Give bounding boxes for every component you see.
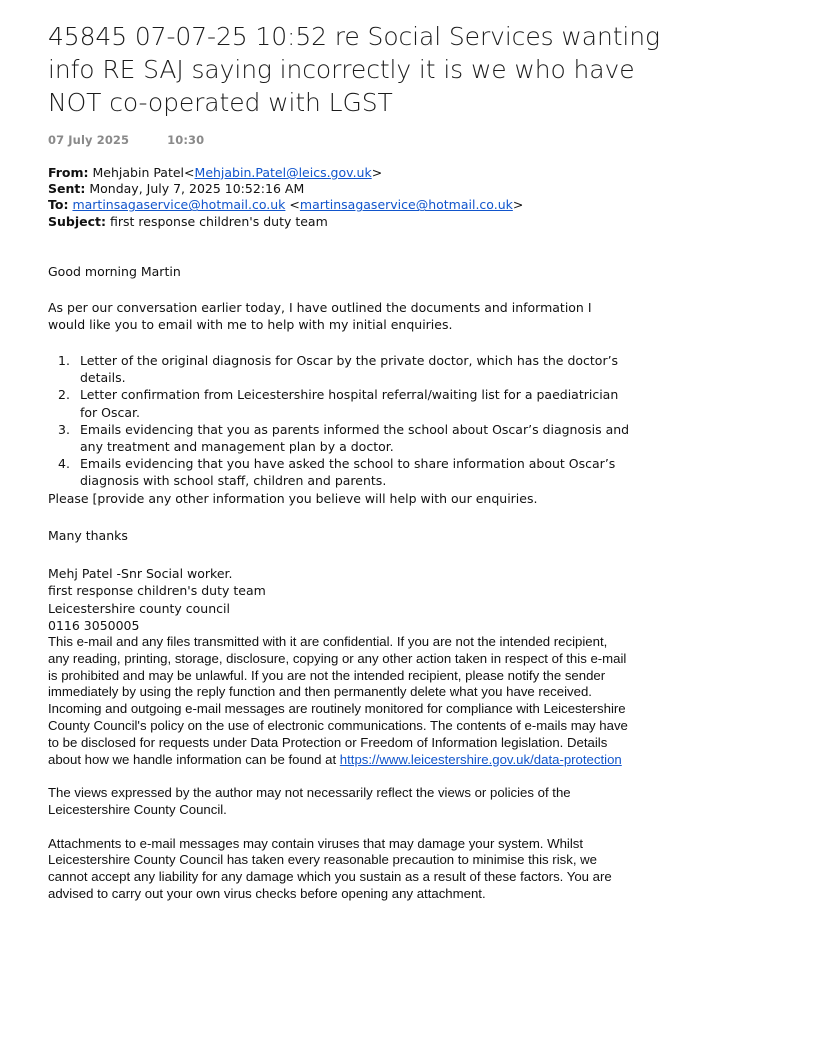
list-item-number: 3. (58, 421, 70, 437)
subject-label: Subject: (48, 213, 106, 229)
bracket-open-to: < (289, 197, 300, 213)
bracket-close: > (371, 165, 383, 180)
bracket-close-to: > (512, 197, 524, 213)
list-item (48, 421, 638, 455)
body-thanks: Many thanks (48, 527, 128, 543)
to-email-link[interactable]: martinsagaservice@hotmail.co.uk (72, 197, 286, 213)
sent-label: Sent: (48, 181, 86, 197)
list-item (48, 352, 638, 386)
email-signature (48, 565, 768, 634)
body-please-line: Please [provide any other information you believe will help with our enquiries. (48, 490, 538, 506)
document-page (48, 0, 768, 903)
body-greeting: Good morning Martin (48, 263, 181, 279)
email-to-row (48, 197, 768, 213)
disclaimer-paragraph-confidentiality (48, 634, 628, 768)
data-protection-link[interactable]: https://www.leicestershire.gov.uk/data-protection (339, 751, 622, 767)
list-item-number: 2. (58, 387, 70, 403)
from-label: From: (48, 165, 89, 180)
disclaimer-text-1: This e-mail and any files transmitted with it are confidential. If you are not the intended recipient, any reading, printing, storage, disclosure, copying or any other action taken in respect of this e-mail is prohibited and may be unlawful. If you are not the intended recipient, please notify the sender immediately by using the reply function and then permanently delete what you have received. Incoming and outgoing e-mail messages are routinely monitored for compliance with Leicestershire County Council's policy on the use of electronic communications. The contents of e-mails may have to be disclosed for requests under Data Protection or Freedom of Information legislation. Details about how we handle information can be found at (48, 634, 628, 767)
legal-disclaimer (48, 634, 628, 903)
list-item-text: Emails evidencing that you have asked the school to share information about Oscar’s diagnosis with school staff, children and parents. (80, 456, 616, 489)
document-time: 10:30 (167, 133, 205, 147)
document-date: 07 July 2025 (48, 133, 130, 147)
list-item-text: Letter confirmation from Leicestershire hospital referral/waiting list for a paediatrician for Oscar. (80, 387, 619, 420)
bracket-open: < (184, 165, 195, 180)
disclaimer-paragraph-views: The views expressed by the author may not necessarily reflect the views or policies of the Leicestershire County Council. (48, 785, 571, 818)
list-item (48, 455, 638, 489)
list-item-text: Letter of the original diagnosis for Oscar by the private doctor, which has the doctor’s details. (80, 353, 619, 386)
list-item (48, 386, 638, 420)
to-email-alt-link[interactable]: martinsagaservice@hotmail.co.uk (299, 197, 513, 213)
signature-name: Mehj Patel -Snr Social worker. (48, 566, 233, 582)
email-body (48, 264, 768, 634)
page-title: 45845 07-07-25 10:52 re Social Services wanting info RE SAJ saying incorrectly it is we who have NOT co-operated with LGST (48, 22, 660, 117)
requested-documents-list (48, 352, 638, 490)
subject-value: first response children's duty team (109, 213, 328, 229)
email-from-row (48, 165, 768, 181)
sent-value: Monday, July 7, 2025 10:52:16 AM (89, 181, 305, 197)
list-item-number: 1. (58, 353, 70, 369)
email-sent-row (48, 181, 768, 197)
signature-phone: 0116 3050005 (48, 617, 140, 633)
signature-organisation: Leicestershire county council (48, 600, 230, 616)
email-subject-row (48, 214, 768, 230)
to-label: To: (48, 197, 69, 213)
list-item-number: 4. (58, 456, 70, 472)
document-meta (48, 133, 768, 147)
body-intro: As per our conversation earlier today, I have outlined the documents and information I would like you to email with me to help with my initial enquiries. (48, 300, 592, 332)
signature-team: first response children's duty team (48, 583, 266, 599)
list-item-text: Emails evidencing that you as parents informed the school about Oscar’s diagnosis and any treatment and management plan by a doctor. (80, 421, 630, 455)
disclaimer-paragraph-attachments: Attachments to e-mail messages may contain viruses that may damage your system. Whilst Leicestershire County Council has taken every reasonable precaution to minimise this risk, we cannot accept any liability for any damage which you sustain as a result of these factors. You are advised to carry out your own virus checks before opening any attachment. (48, 835, 612, 902)
from-email-link[interactable]: Mehjabin.Patel@leics.gov.uk (194, 165, 372, 180)
from-name: Mehjabin Patel (92, 165, 185, 180)
email-header (48, 165, 768, 230)
